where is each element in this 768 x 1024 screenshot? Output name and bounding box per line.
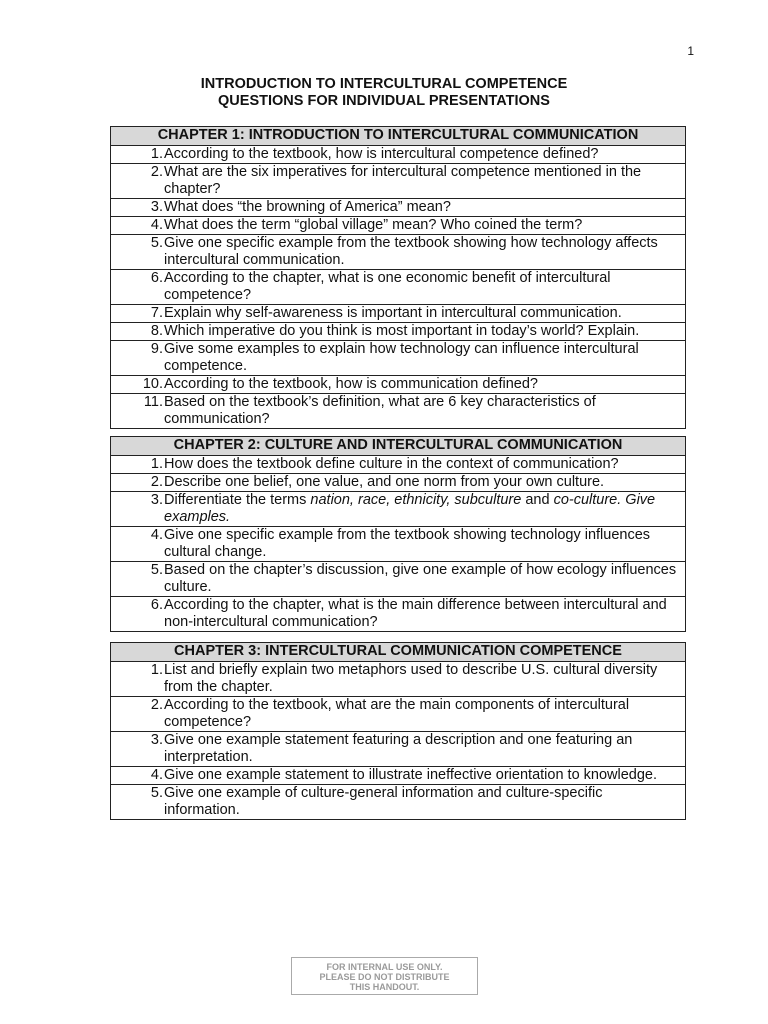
question-text: Give one specific example from the textbook showing how technology affects intercultural communication. [164, 235, 662, 268]
question-text: How does the textbook define culture in the context of communication? [164, 456, 619, 472]
question-number-label: 2. [150, 164, 163, 180]
question-row [111, 234, 685, 269]
question-text: Describe one belief, one value, and one norm from your own culture. [164, 474, 605, 490]
document-title [0, 76, 768, 110]
chapter-2-questions [111, 456, 685, 631]
question-row [111, 146, 685, 163]
question-number [111, 697, 163, 731]
question-text: According to the chapter, what is one economic benefit of intercultural competence? [164, 270, 615, 303]
title-line-2: QUESTIONS FOR INDIVIDUAL PRESENTATIONS [218, 93, 550, 109]
question-number-label: 3. [150, 732, 163, 748]
question-text: What are the six imperatives for intercultural competence mentioned in the chapter? [164, 164, 646, 197]
question-number [111, 597, 163, 631]
question-row [111, 766, 685, 784]
question-number [111, 492, 163, 526]
question-row [111, 561, 685, 596]
question-row [111, 340, 685, 375]
question-number-label: 2. [150, 697, 163, 713]
question-number [111, 767, 163, 784]
notice-line-2: PLEASE DO NOT DISTRIBUTE [319, 972, 450, 982]
question-number [111, 732, 163, 766]
question-number [111, 270, 163, 304]
question-row [111, 198, 685, 216]
question-number [111, 217, 163, 234]
question-number-label: 5. [150, 562, 163, 578]
title-line-1: INTRODUCTION TO INTERCULTURAL COMPETENCE [200, 76, 568, 92]
chapter-3-questions [111, 662, 685, 819]
italic-term: nation, race, ethnicity, subculture [310, 492, 522, 508]
question-number [111, 662, 163, 696]
text-fragment: and [521, 492, 554, 508]
question-number-label: 7. [150, 305, 163, 321]
chapter-2-table [110, 436, 686, 632]
question-text: According to the textbook, how is intercultural competence defined? [164, 146, 599, 162]
question-text: Give one example statement to illustrate ineffective orientation to knowledge. [164, 767, 658, 783]
question-number-label: 1. [150, 456, 163, 472]
question-row [111, 596, 685, 631]
question-row [111, 731, 685, 766]
question-number [111, 474, 163, 491]
question-row [111, 491, 685, 526]
question-text: According to the textbook, how is communication defined? [164, 376, 538, 392]
question-text: What does the term “global village” mean? Who coined the term? [164, 217, 583, 233]
italic-term: co-culture. Give examples. [164, 492, 660, 525]
question-row [111, 393, 685, 428]
question-number-label: 3. [150, 199, 163, 215]
chapter-3-table [110, 642, 686, 820]
question-number [111, 199, 163, 216]
question-number [111, 394, 163, 428]
question-number [111, 164, 163, 198]
question-row [111, 456, 685, 473]
question-number-label: 6. [150, 270, 163, 286]
question-number [111, 562, 163, 596]
question-text: According to the chapter, what is the main difference between intercultural and non-intercultural communication? [164, 597, 671, 630]
question-row [111, 304, 685, 322]
question-row [111, 784, 685, 819]
chapter-2-header: CHAPTER 2: CULTURE AND INTERCULTURAL COMMUNICATION [111, 437, 685, 456]
question-text: List and briefly explain two metaphors used to describe U.S. cultural diversity from the chapter. [164, 662, 662, 695]
question-number [111, 323, 163, 340]
question-text: Give one example statement featuring a description and one featuring an interpretation. [164, 732, 637, 765]
question-row [111, 662, 685, 696]
question-text: According to the textbook, what are the main components of intercultural competence? [164, 697, 634, 730]
notice-line-3: THIS HANDOUT. [349, 982, 420, 992]
question-row [111, 473, 685, 491]
question-row [111, 526, 685, 561]
question-number-label: 2. [150, 474, 163, 490]
question-number-label: 1. [150, 146, 163, 162]
question-number-label: 4. [150, 527, 163, 543]
question-number-label: 11. [143, 394, 163, 410]
page-number: 1 [687, 44, 694, 58]
question-row [111, 163, 685, 198]
question-number-label: 6. [150, 597, 163, 613]
question-number-label: 5. [150, 785, 163, 801]
question-number [111, 146, 163, 163]
question-number-label: 4. [150, 767, 163, 783]
question-text: What does “the browning of America” mean? [164, 199, 451, 215]
question-row [111, 269, 685, 304]
notice-line-1: FOR INTERNAL USE ONLY. [326, 962, 443, 972]
question-text: Give one specific example from the textbook showing technology influences cultural change. [164, 527, 655, 560]
chapter-1-header: CHAPTER 1: INTRODUCTION TO INTERCULTURAL COMMUNICATION [111, 127, 685, 146]
question-number-label: 3. [150, 492, 163, 508]
question-number [111, 456, 163, 473]
text-fragment: Differentiate the terms [164, 492, 311, 508]
question-number [111, 785, 163, 819]
question-number-label: 5. [150, 235, 163, 251]
question-text: Based on the textbook’s definition, what are 6 key characteristics of communication? [164, 394, 600, 427]
question-text: Which imperative do you think is most important in today’s world? Explain. [164, 323, 640, 339]
question-text: Give some examples to explain how technology can influence intercultural competence. [164, 341, 643, 374]
chapter-1-questions [111, 146, 685, 428]
question-text [163, 492, 685, 526]
internal-use-notice [291, 957, 478, 995]
question-number [111, 376, 163, 393]
question-row [111, 216, 685, 234]
question-number [111, 341, 163, 375]
question-number-label: 9. [150, 341, 163, 357]
chapter-3-header: CHAPTER 3: INTERCULTURAL COMMUNICATION COMPETENCE [111, 643, 685, 662]
question-number-label: 10. [142, 376, 163, 392]
question-row [111, 322, 685, 340]
question-number-label: 8. [150, 323, 163, 339]
question-number-label: 4. [150, 217, 163, 233]
chapter-1-table [110, 126, 686, 429]
question-text: Based on the chapter’s discussion, give one example of how ecology influences culture. [164, 562, 681, 595]
question-row [111, 696, 685, 731]
question-number [111, 527, 163, 561]
question-number-label: 1. [150, 662, 163, 678]
question-text: Explain why self-awareness is important in intercultural communication. [164, 305, 622, 321]
question-number [111, 235, 163, 269]
question-number [111, 305, 163, 322]
question-text: Give one example of culture-general information and culture-specific information. [164, 785, 607, 818]
question-row [111, 375, 685, 393]
